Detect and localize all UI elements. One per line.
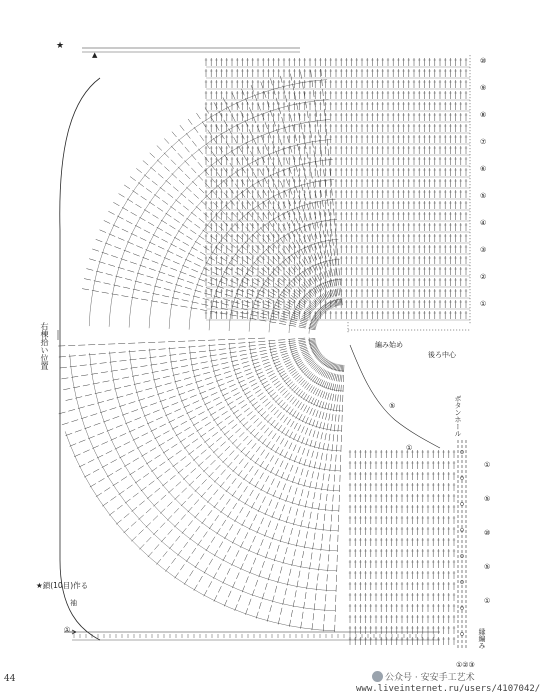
start-knit-label: 編み始め <box>375 341 403 349</box>
publisher-name: 公众号 · 安安手工艺术 <box>385 673 475 683</box>
row-marker-right: ⑨ <box>480 84 487 92</box>
row-marker-right: ④ <box>480 219 487 227</box>
page-number: 44 <box>4 674 16 684</box>
source-url-watermark: www.liveinternet.ru/users/4107042/ <box>356 684 540 694</box>
row-marker-right: ① <box>480 300 487 308</box>
top-star-marker: ★ <box>56 41 65 51</box>
rib-knit-label: 縁編み <box>478 628 486 649</box>
shoulder-position-label: 右棟拾い位置 <box>40 322 49 370</box>
row-marker-right: ⑩ <box>480 57 487 65</box>
row-marker-right: ⑧ <box>480 111 487 119</box>
back-center-label: 後ろ中心 <box>428 351 456 359</box>
top-arrow-marker: ▲ <box>92 51 98 59</box>
row-marker-right: ② <box>480 273 487 281</box>
wechat-logo-icon <box>372 671 383 682</box>
row-marker-right: ⑥ <box>480 165 487 173</box>
row-marker-lower: ⑤ <box>484 563 491 571</box>
rib-rows-label: ①②③ <box>456 661 475 669</box>
marker-mid-label: ⑤ <box>389 402 396 410</box>
button-hole-label: ボタンホール <box>454 395 462 437</box>
row-marker-lower: ① <box>484 461 491 469</box>
row-marker-lower: ⑤ <box>484 495 491 503</box>
row-marker-right: ③ <box>480 246 487 254</box>
row-marker-lower: ⑩ <box>484 529 491 537</box>
publisher-watermark <box>372 670 475 683</box>
marker-b-label: ① <box>406 444 413 452</box>
row-marker-right: ⑦ <box>480 138 487 146</box>
hem-start-marker: ① <box>64 626 71 634</box>
hem-label: 袖 <box>70 599 77 607</box>
chain-start-label: ★鎖(10目)作る <box>36 581 89 590</box>
row-marker-right: ⑤ <box>480 192 487 200</box>
row-marker-lower: ① <box>484 597 491 605</box>
